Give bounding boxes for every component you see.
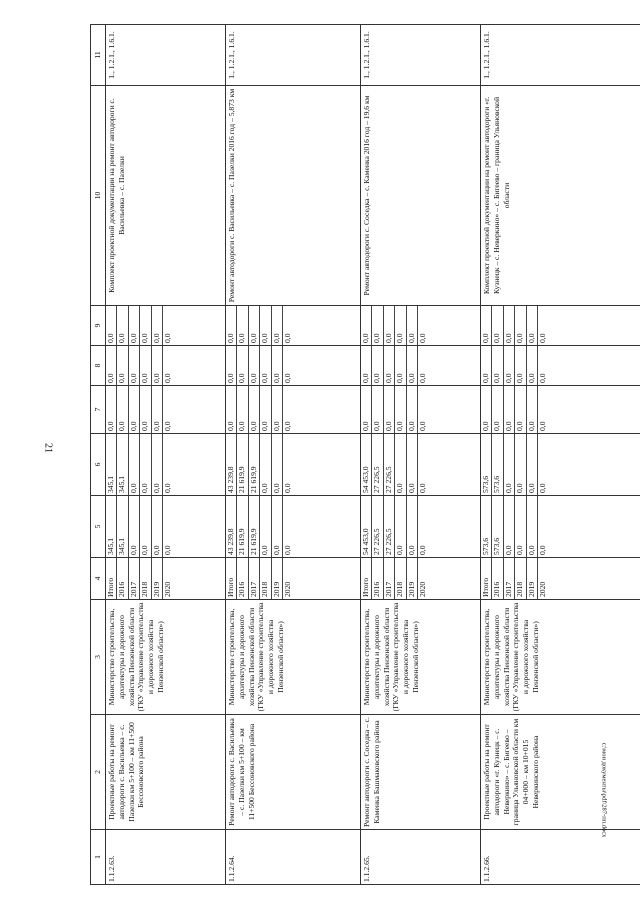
expected-result-cell: Комплект проектной документации на ремонт автодороги с. Васильевка – с. Пазелки — [105, 86, 225, 306]
value-line: 0,0 — [140, 496, 152, 557]
value-line: 0,0 — [272, 346, 284, 385]
value-line: 0,0 — [395, 306, 407, 345]
value-line: 2018 — [515, 558, 527, 599]
value-line: 27 226,5 — [372, 434, 384, 495]
value-line: 573,6 — [481, 434, 493, 495]
years-cell — [225, 558, 360, 600]
value-line: 0,0 — [226, 386, 238, 433]
other-sources-cell — [480, 306, 640, 346]
value-line: 0,0 — [527, 306, 539, 345]
federal-budget-cell — [480, 386, 640, 434]
value-line: 0,0 — [260, 496, 272, 557]
executor-cell: Министерство строительства, архитектуры и дорожного хозяйства Пензенской области (ГКУ «Управление строительства и дорожного хозяйства Пензенской области») — [480, 600, 640, 715]
item-number-cell: 1.1.2.66. — [480, 830, 640, 885]
value-line: Итого — [106, 558, 118, 599]
value-line: 573,6 — [492, 496, 504, 557]
value-line: 573,6 — [481, 496, 493, 557]
value-line: 0,0 — [395, 434, 407, 495]
value-line: 0,0 — [418, 421, 428, 431]
value-line: 0,0 — [283, 373, 293, 383]
column-number: 7 — [91, 386, 106, 434]
value-line: 0,0 — [504, 496, 516, 557]
other-sources-cell — [225, 306, 360, 346]
value-line: 2016 — [117, 558, 129, 599]
table-row — [225, 25, 360, 885]
value-line: 0,0 — [515, 386, 527, 433]
value-line: 0,0 — [395, 496, 407, 557]
value-line: 54 453,0 — [361, 434, 373, 495]
value-line: 0,0 — [152, 386, 164, 433]
value-line: 0,0 — [407, 434, 419, 495]
value-line: 2019 — [272, 558, 284, 599]
page-number: 21 — [42, 443, 54, 453]
expected-result-cell: Ремонт автодороги с. Соседка – с. Каменка 2016 год – 19,6 км — [360, 86, 480, 306]
regional-budget-cell — [105, 434, 225, 496]
value-line: 0,0 — [129, 386, 141, 433]
value-line: 0,0 — [492, 386, 504, 433]
column-number: 11 — [91, 25, 106, 86]
value-line: 0,0 — [481, 386, 493, 433]
value-line: 0,0 — [418, 373, 428, 383]
value-line: 0,0 — [384, 306, 396, 345]
executor-cell: Министерство строительства, архитектуры и дорожного хозяйства Пензенской области (ГКУ «Управление строительства и дорожного хозяйства Пензенской области») — [105, 600, 225, 715]
value-line: 0,0 — [272, 386, 284, 433]
value-line: 0,0 — [237, 346, 249, 385]
value-line: Итого — [361, 558, 373, 599]
regional-budget-cell — [360, 434, 480, 496]
years-cell — [360, 558, 480, 600]
item-number-cell: 1.1.2.65. — [360, 830, 480, 885]
local-budget-cell — [105, 346, 225, 386]
rotated-page-content — [90, 25, 590, 885]
column-number: 1 — [91, 830, 106, 885]
value-line: 0,0 — [372, 386, 384, 433]
value-line: 0,0 — [527, 434, 539, 495]
column-number: 10 — [91, 86, 106, 306]
value-line: 0,0 — [140, 386, 152, 433]
value-line: 0,0 — [361, 386, 373, 433]
local-budget-cell — [225, 346, 360, 386]
footer-file-path: c:\мои документы\pdf\287-пп.docx — [600, 742, 608, 838]
column-numbers-row — [91, 25, 106, 885]
regional-budget-cell — [225, 434, 360, 496]
value-line: 0,0 — [418, 545, 428, 555]
item-number-cell: 1.1.2.63. — [105, 830, 225, 885]
value-line: 0,0 — [504, 306, 516, 345]
value-line: 0,0 — [260, 346, 272, 385]
value-line: 345,1 — [106, 434, 118, 495]
table-row — [360, 25, 480, 885]
value-line: 0,0 — [152, 306, 164, 345]
column-number: 6 — [91, 434, 106, 496]
value-line: 0,0 — [492, 306, 504, 345]
measure-name-cell: Ремонт автодороги с. Соседка – с. Каменка Башмаковского района — [360, 715, 480, 830]
column-number: 8 — [91, 346, 106, 386]
value-line: 0,0 — [226, 346, 238, 385]
value-line: 0,0 — [129, 496, 141, 557]
measure-name-cell: Ремонт автодороги с. Васильевка – с. Пазелки км 5+100 – км 11+500 Бессоновского района — [225, 715, 360, 830]
value-line: 0,0 — [140, 306, 152, 345]
value-line: 0,0 — [117, 346, 129, 385]
value-line: 0,0 — [481, 306, 493, 345]
value-line: 2017 — [249, 558, 261, 599]
value-line: 0,0 — [249, 346, 261, 385]
value-line: 0,0 — [538, 421, 548, 431]
local-budget-cell — [360, 346, 480, 386]
value-line: 0,0 — [504, 434, 516, 495]
value-line: 345,1 — [117, 496, 129, 557]
value-line: 0,0 — [140, 434, 152, 495]
value-line: 0,0 — [163, 373, 173, 383]
federal-budget-cell — [105, 386, 225, 434]
value-line: 0,0 — [272, 496, 284, 557]
value-line: 0,0 — [283, 483, 293, 493]
value-line: 2020 — [538, 581, 548, 597]
value-line: 0,0 — [163, 483, 173, 493]
value-line: 0,0 — [249, 306, 261, 345]
value-line: 2018 — [260, 558, 272, 599]
value-line: 0,0 — [129, 306, 141, 345]
measure-name-cell: Проектные работы на ремонт автодороги с. Васильевка – с. Пазелки км 5+100 – км 11+500 Бессоновского района — [105, 715, 225, 830]
indicator-links-cell: 1., 1.2.1., 1.6.1. — [480, 25, 640, 86]
value-line: 0,0 — [418, 333, 428, 343]
executor-cell: Министерство строительства, архитектуры и дорожного хозяйства Пензенской области (ГКУ «Управление строительства и дорожного хозяйства Пензенской области») — [225, 600, 360, 715]
column-number: 2 — [91, 715, 106, 830]
column-number: 5 — [91, 496, 106, 558]
value-line: 0,0 — [538, 373, 548, 383]
value-line: 0,0 — [260, 386, 272, 433]
value-line: 0,0 — [538, 545, 548, 555]
value-line: 0,0 — [226, 306, 238, 345]
value-line: 0,0 — [515, 306, 527, 345]
value-line: 2019 — [527, 558, 539, 599]
expected-result-cell: Ремонт автодороги с. Васильевка – с. Пазелки 2016 год – 5,873 км — [225, 86, 360, 306]
value-line: 0,0 — [538, 483, 548, 493]
other-sources-cell — [360, 306, 480, 346]
value-line: 0,0 — [504, 346, 516, 385]
years-cell — [480, 558, 640, 600]
value-line: 2020 — [163, 581, 173, 597]
federal-budget-cell — [360, 386, 480, 434]
value-line: 2016 — [492, 558, 504, 599]
value-line: 0,0 — [407, 496, 419, 557]
value-line: 54 453,0 — [361, 496, 373, 557]
value-line: 21 619,9 — [249, 434, 261, 495]
value-line: 0,0 — [372, 346, 384, 385]
table-row — [480, 25, 640, 885]
total-funding-cell — [225, 496, 360, 558]
value-line: 0,0 — [106, 386, 118, 433]
regional-budget-cell — [480, 434, 640, 496]
indicator-links-cell: 1., 1.2.1., 1.6.1. — [225, 25, 360, 86]
value-line: 0,0 — [504, 386, 516, 433]
value-line: 27 226,5 — [384, 434, 396, 495]
value-line: Итого — [481, 558, 493, 599]
value-line: 0,0 — [395, 346, 407, 385]
value-line: 0,0 — [283, 333, 293, 343]
value-line: 2017 — [384, 558, 396, 599]
executor-cell: Министерство строительства, архитектуры и дорожного хозяйства Пензенской области (ГКУ «Управление строительства и дорожного хозяйства Пензенской области») — [360, 600, 480, 715]
value-line: 0,0 — [249, 386, 261, 433]
value-line: 0,0 — [140, 346, 152, 385]
value-line: 0,0 — [260, 306, 272, 345]
value-line: 2019 — [152, 558, 164, 599]
total-funding-cell — [480, 496, 640, 558]
program-measures-table — [90, 24, 640, 885]
value-line: 0,0 — [152, 496, 164, 557]
value-line: 21 619,9 — [237, 434, 249, 495]
value-line: 0,0 — [163, 545, 173, 555]
column-number: 9 — [91, 306, 106, 346]
value-line: 0,0 — [384, 346, 396, 385]
item-number-cell: 1.1.2.64. — [225, 830, 360, 885]
value-line: 0,0 — [163, 421, 173, 431]
value-line: 0,0 — [515, 434, 527, 495]
value-line: 27 226,5 — [372, 496, 384, 557]
years-cell — [105, 558, 225, 600]
value-line: 0,0 — [283, 421, 293, 431]
column-number: 3 — [91, 600, 106, 715]
value-line: 0,0 — [407, 386, 419, 433]
indicator-links-cell: 1., 1.2.1., 1.6.1. — [105, 25, 225, 86]
total-funding-cell — [105, 496, 225, 558]
column-number: 4 — [91, 558, 106, 600]
value-line: 0,0 — [515, 496, 527, 557]
value-line: 0,0 — [106, 346, 118, 385]
total-funding-cell — [360, 496, 480, 558]
value-line: 0,0 — [418, 483, 428, 493]
table-row — [105, 25, 225, 885]
value-line: 0,0 — [260, 434, 272, 495]
value-line: 0,0 — [152, 346, 164, 385]
value-line: 2018 — [140, 558, 152, 599]
value-line: 0,0 — [237, 306, 249, 345]
measure-name-cell: Проектные работы на ремонт автодороги «г. Кузнецк – с. Неверкино» – с. Бигеево – граница Ульяновской области км 04+000 – км 10+015 Неверкинского района — [480, 715, 640, 830]
value-line: 2016 — [237, 558, 249, 599]
value-line: 0,0 — [152, 434, 164, 495]
value-line: 2020 — [283, 581, 293, 597]
value-line: 2016 — [372, 558, 384, 599]
value-line: 0,0 — [106, 306, 118, 345]
federal-budget-cell — [225, 386, 360, 434]
value-line: 0,0 — [515, 346, 527, 385]
other-sources-cell — [105, 306, 225, 346]
value-line: 43 239,8 — [226, 496, 238, 557]
expected-result-cell: Комплект проектной документации на ремонт автодороги «г. Кузнецк – с. Неверкино» – с. Бигеево – граница Ульяновской области — [480, 86, 640, 306]
value-line: 345,1 — [117, 434, 129, 495]
value-line: 27 226,5 — [384, 496, 396, 557]
value-line: 0,0 — [237, 386, 249, 433]
value-line: 0,0 — [283, 545, 293, 555]
value-line: 0,0 — [163, 333, 173, 343]
value-line: 0,0 — [272, 306, 284, 345]
value-line: 0,0 — [129, 346, 141, 385]
value-line: 0,0 — [481, 346, 493, 385]
value-line: 21 619,9 — [237, 496, 249, 557]
value-line: 0,0 — [361, 346, 373, 385]
value-line: 0,0 — [527, 496, 539, 557]
value-line: 0,0 — [372, 306, 384, 345]
value-line: 0,0 — [395, 386, 407, 433]
value-line: 0,0 — [407, 346, 419, 385]
value-line: 2020 — [418, 581, 428, 597]
value-line: 0,0 — [129, 434, 141, 495]
value-line: 345,1 — [106, 496, 118, 557]
value-line: Итого — [226, 558, 238, 599]
value-line: 0,0 — [361, 306, 373, 345]
value-line: 0,0 — [117, 306, 129, 345]
value-line: 573,6 — [492, 434, 504, 495]
value-line: 2018 — [395, 558, 407, 599]
value-line: 0,0 — [492, 346, 504, 385]
value-line: 0,0 — [117, 386, 129, 433]
indicator-links-cell: 1., 1.2.1., 1.6.1. — [360, 25, 480, 86]
value-line: 0,0 — [407, 306, 419, 345]
value-line: 2017 — [129, 558, 141, 599]
value-line: 0,0 — [384, 386, 396, 433]
value-line: 0,0 — [527, 386, 539, 433]
table-body — [105, 25, 640, 885]
value-line: 0,0 — [538, 333, 548, 343]
value-line: 43 239,8 — [226, 434, 238, 495]
value-line: 0,0 — [272, 434, 284, 495]
value-line: 2017 — [504, 558, 516, 599]
local-budget-cell — [480, 346, 640, 386]
value-line: 2019 — [407, 558, 419, 599]
value-line: 0,0 — [527, 346, 539, 385]
value-line: 21 619,9 — [249, 496, 261, 557]
